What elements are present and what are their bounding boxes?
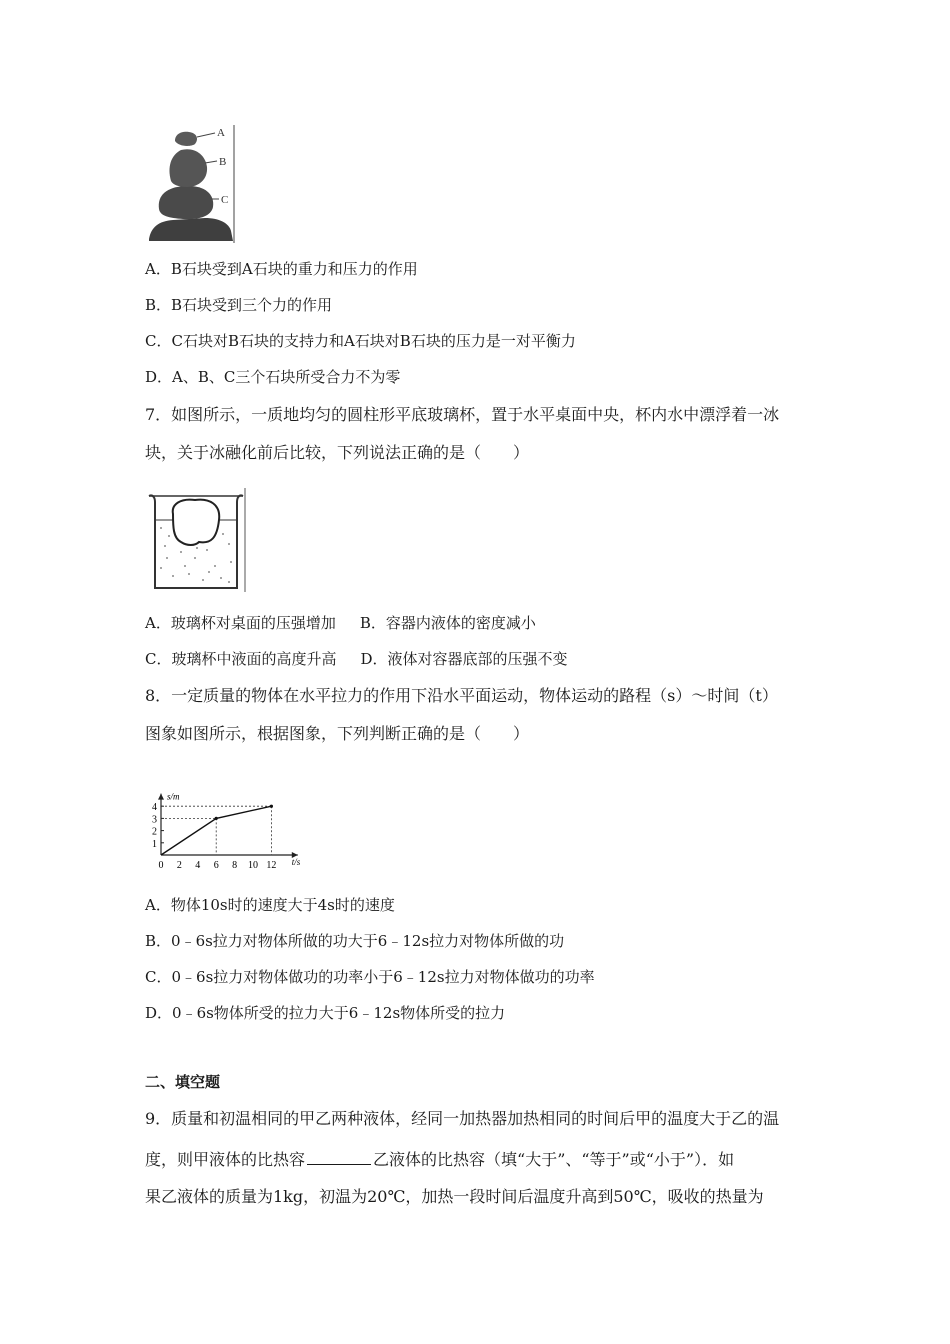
x-axis-label: t/s	[291, 857, 301, 867]
y-tick-label: 4	[152, 802, 157, 814]
x-tick-label: 8	[232, 860, 238, 871]
q7-options-row1	[145, 613, 536, 633]
q9-line2-pre: 度，则甲液体的比热容	[145, 1150, 306, 1169]
stone-b	[169, 149, 207, 187]
q9-line3: 果乙液体的质量为1kg，初温为20℃，加热一段时间后温度升高到50℃，吸收的热量为	[145, 1187, 764, 1206]
x-tick-label: 10	[248, 860, 258, 871]
q7-option-b: B．容器内液体的密度减小	[359, 614, 536, 632]
q6-option-a: A．B石块受到A石块的重力和压力的作用	[145, 260, 418, 278]
stone-a	[175, 132, 197, 146]
stone-c	[159, 186, 213, 219]
q8-option-a: A．物体10s时的速度大于4s时的速度	[145, 896, 395, 914]
q9-answer-blank[interactable]	[307, 1148, 371, 1165]
y-tick-label: 1	[152, 838, 157, 850]
q9-line1: 9．质量和初温相同的甲乙两种液体，经同一加热器加热相同的时间后甲的温度大于乙的温	[145, 1109, 780, 1128]
q7-options-row2	[145, 649, 568, 669]
beaker-figure	[145, 486, 250, 596]
label-c: C	[221, 194, 229, 206]
section-title: 二、填空题	[145, 1073, 221, 1091]
label-a: A	[217, 127, 225, 139]
y-tick-label: 2	[152, 826, 157, 838]
x-tick-label: 2	[176, 860, 182, 871]
q6-option-d: D．A、B、C三个石块所受合力不为零	[145, 368, 401, 386]
q8-stem-line2: 图象如图所示，根据图象，下列判断正确的是（ ）	[145, 724, 530, 743]
q9-line2	[145, 1148, 734, 1170]
q6-option-b: B．B石块受到三个力的作用	[145, 296, 333, 314]
q8-option-d: D．0﹣6s物体所受的拉力大于6﹣12s物体所受的拉力	[145, 1004, 506, 1022]
q7-stem-line1: 7．如图所示，一质地均匀的圆柱形平底玻璃杯，置于水平桌面中央，杯内水中漂浮着一冰	[145, 405, 780, 424]
x-tick-label: 12	[266, 860, 277, 871]
s-t-chart	[142, 766, 302, 878]
stones-figure	[145, 123, 240, 245]
x-tick-label: 0	[158, 860, 164, 871]
q8-option-b: B．0﹣6s拉力对物体所做的功大于6﹣12s拉力对物体所做的功	[145, 932, 565, 950]
ice-block	[173, 500, 219, 545]
q7-option-d: D．液体对容器底部的压强不变	[360, 650, 568, 668]
q7-option-a: A．玻璃杯对桌面的压强增加	[145, 614, 336, 632]
x-tick-label: 4	[195, 860, 201, 871]
y-axis-arrow	[158, 794, 164, 800]
y-axis-label: s/m	[167, 791, 180, 802]
base-rock	[149, 218, 233, 241]
q6-option-c: C．C石块对B石块的支持力和A石块对B石块的压力是一对平衡力	[145, 332, 576, 350]
q8-option-c: C．0﹣6s拉力对物体做功的功率小于6﹣12s拉力对物体做功的功率	[145, 968, 595, 986]
q9-line2-post: 乙液体的比热容（填“大于”、“等于”或“小于”）．如	[373, 1150, 735, 1169]
y-tick-label: 3	[152, 814, 157, 826]
data-point	[270, 805, 273, 808]
x-tick-label: 6	[213, 860, 219, 871]
data-point	[215, 817, 218, 820]
q8-stem-line1: 8．一定质量的物体在水平拉力的作用下沿水平面运动，物体运动的路程（s）～时间（t）	[145, 686, 778, 705]
label-b: B	[219, 156, 227, 168]
q7-stem-line2: 块，关于冰融化前后比较，下列说法正确的是（ ）	[145, 443, 530, 462]
q7-option-c: C．玻璃杯中液面的高度升高	[145, 650, 337, 668]
